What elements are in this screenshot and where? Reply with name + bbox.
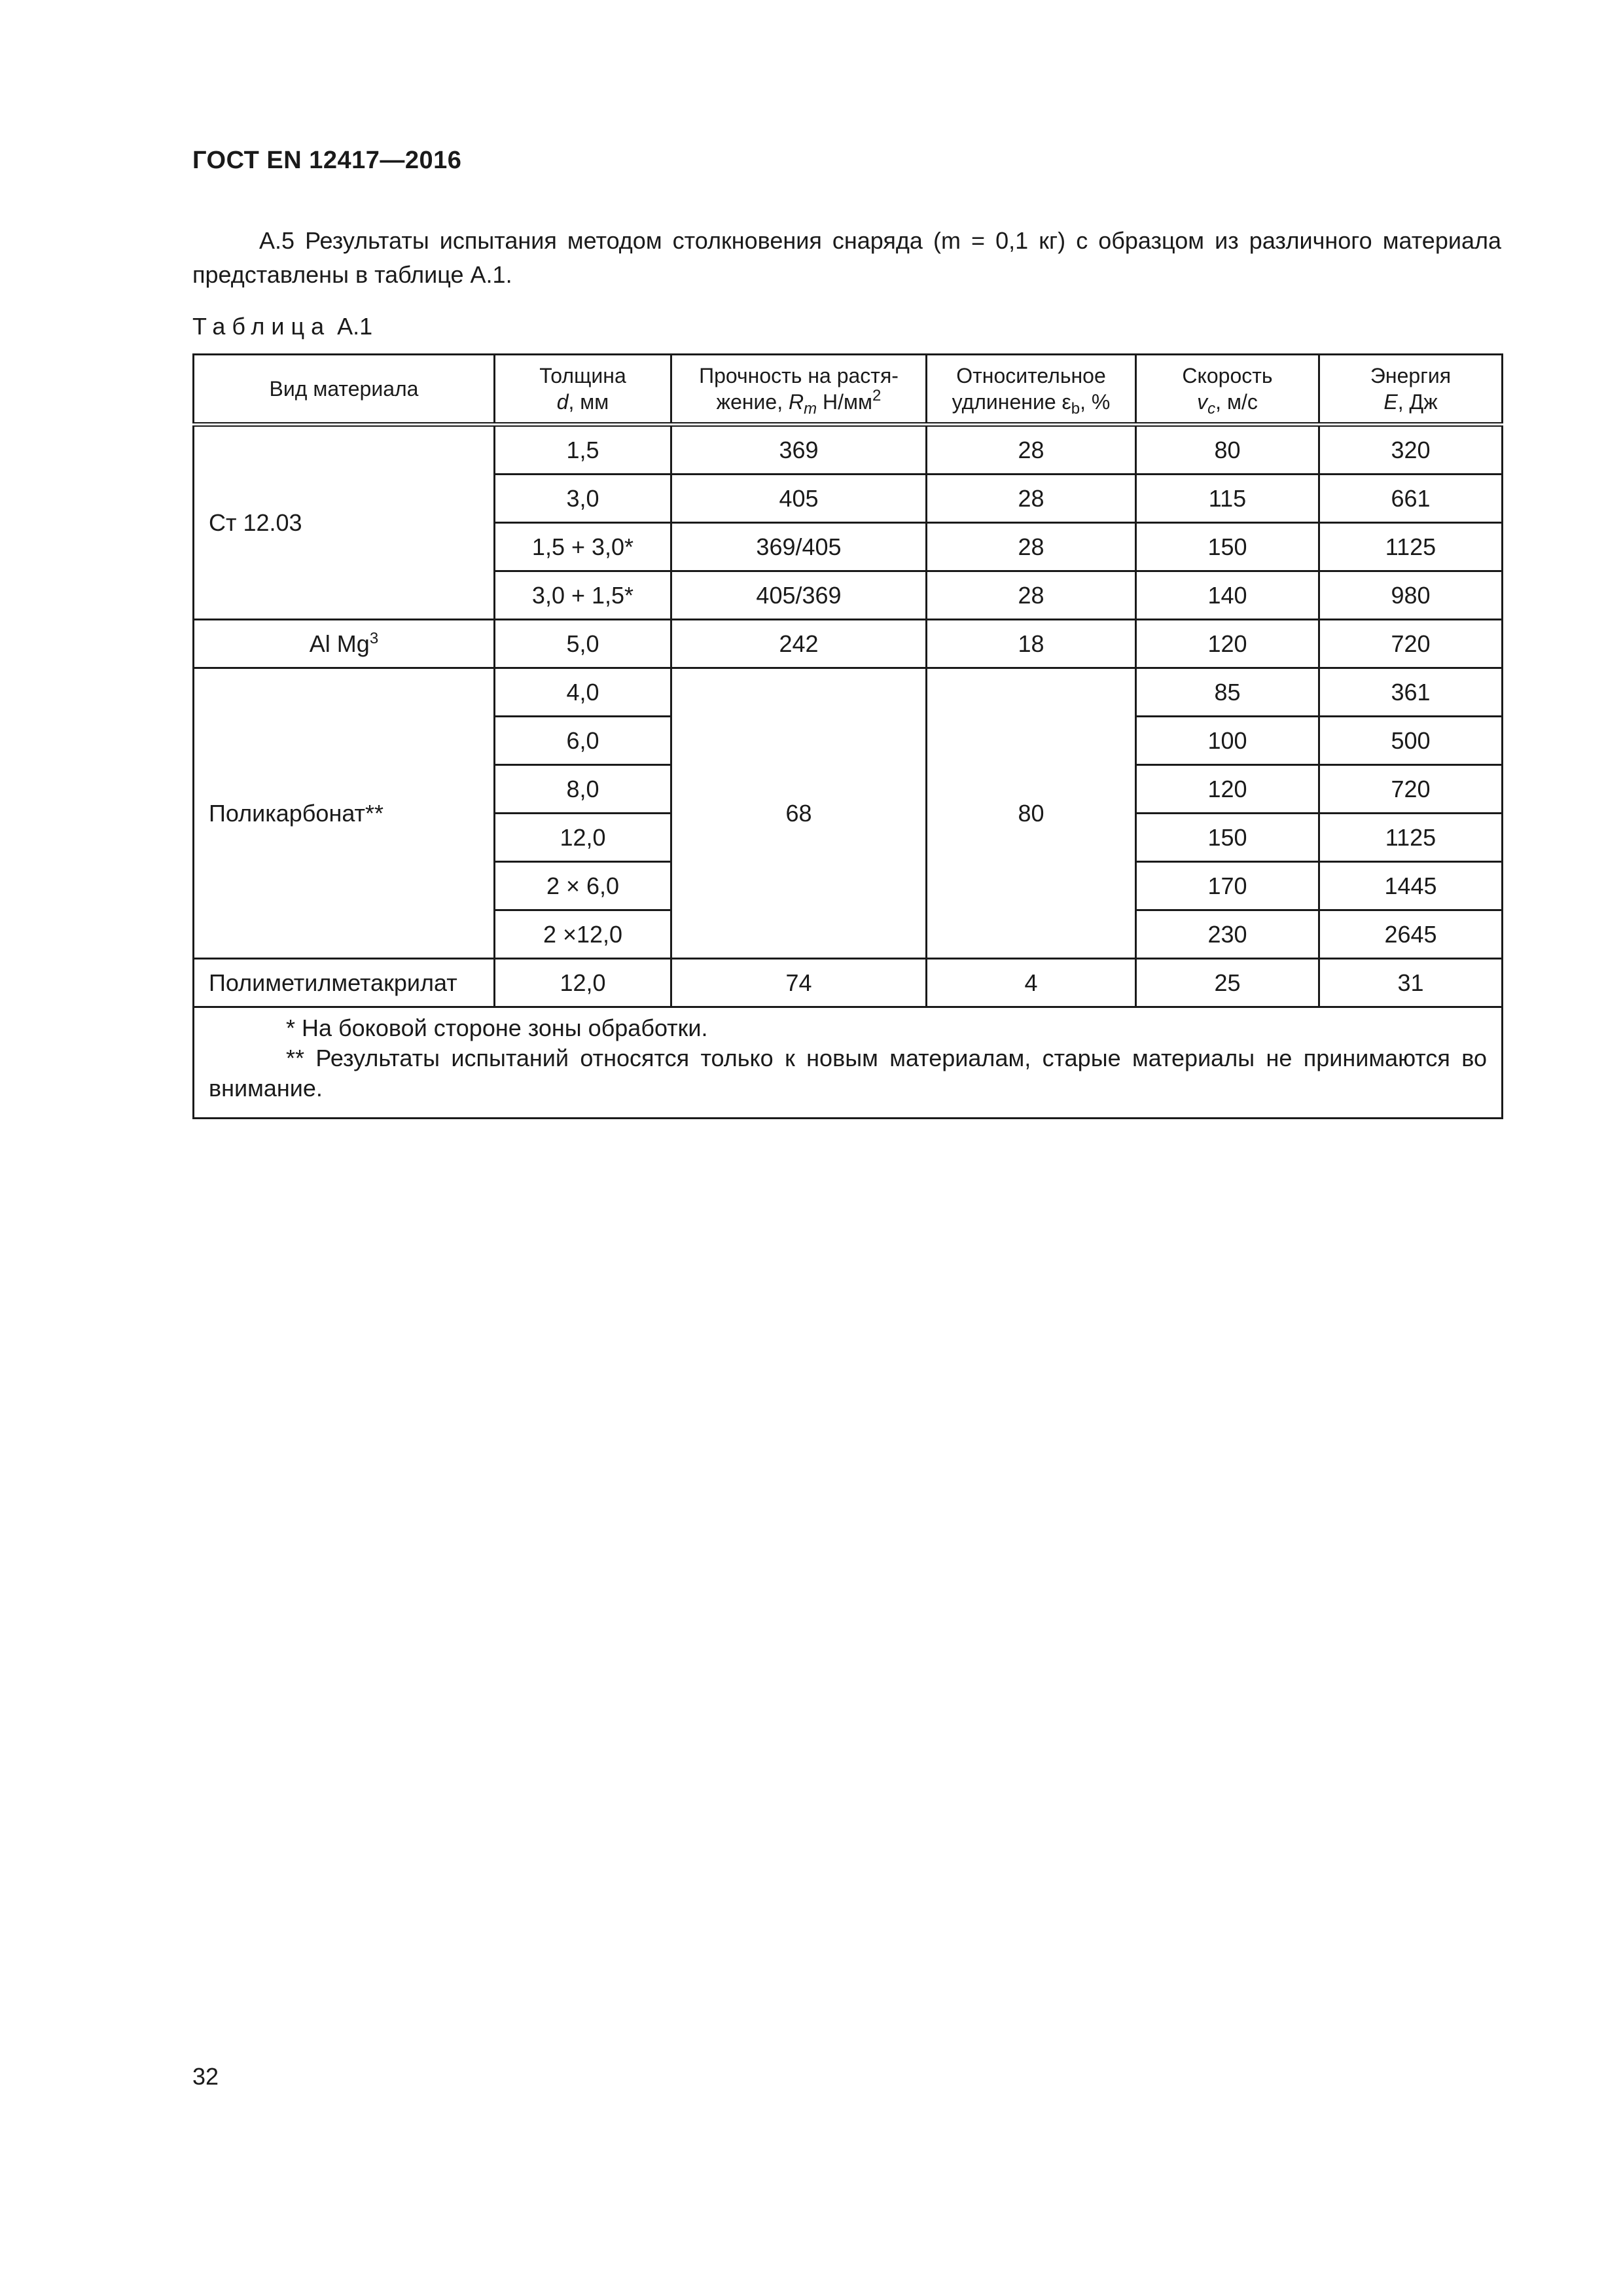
table-notes-row [194, 1007, 1503, 1119]
material-cell: Ст 12.03 [194, 425, 495, 620]
thickness-cell: 12,0 [495, 814, 671, 862]
energy-cell: 1125 [1319, 523, 1503, 571]
header-thickness: Толщина d, мм [495, 355, 671, 425]
speed-cell: 170 [1136, 862, 1319, 910]
speed-cell: 115 [1136, 475, 1319, 523]
material-cell: Al Mg$^3$ [194, 620, 495, 668]
header-speed: Скорость $v_c$, м/с [1136, 355, 1319, 425]
thickness-cell: 1,5 [495, 425, 671, 475]
thickness-cell: 4,0 [495, 668, 671, 717]
footnote-2: ** Результаты испытаний относятся только к новым материалам, старые материалы не принимаются во внимание. [209, 1045, 1487, 1102]
speed-cell: 100 [1136, 717, 1319, 765]
table-header-row [194, 355, 1503, 425]
energy-cell: 500 [1319, 717, 1503, 765]
energy-cell: 320 [1319, 425, 1503, 475]
energy-cell: 720 [1319, 620, 1503, 668]
speed-cell: 150 [1136, 814, 1319, 862]
table-row [194, 959, 1503, 1007]
header-energy: Энергия E, Дж [1319, 355, 1503, 425]
elongation-cell: 28 [927, 571, 1136, 620]
thickness-cell: 1,5 + 3,0* [495, 523, 671, 571]
header-strength: Прочность на растя- жение, $R_m$ $Н/мм^2$ [671, 355, 927, 425]
strength-cell: 369 [671, 425, 927, 475]
strength-cell: 242 [671, 620, 927, 668]
strength-cell: 74 [671, 959, 927, 1007]
table-caption-number: А.1 [337, 313, 373, 340]
elongation-cell: 18 [927, 620, 1136, 668]
thickness-cell: 8,0 [495, 765, 671, 814]
material-cell: Полиметилметакрилат [194, 959, 495, 1007]
header-elongation: Относительное удлинение $\varepsilon_b$, % [927, 355, 1136, 425]
table-caption [192, 313, 372, 340]
results-table [192, 353, 1503, 1119]
thickness-cell: 5,0 [495, 620, 671, 668]
thickness-cell: 3,0 + 1,5* [495, 571, 671, 620]
elongation-cell: 28 [927, 523, 1136, 571]
intro-paragraph [192, 224, 1501, 292]
speed-cell: 120 [1136, 620, 1319, 668]
speed-cell: 230 [1136, 910, 1319, 959]
table-row [194, 668, 1503, 717]
table-row [194, 425, 1503, 475]
page-number: 32 [192, 2063, 219, 2090]
elongation-cell: 80 [927, 668, 1136, 959]
energy-cell: 661 [1319, 475, 1503, 523]
energy-cell: 1125 [1319, 814, 1503, 862]
strength-cell: 405 [671, 475, 927, 523]
energy-cell: 980 [1319, 571, 1503, 620]
thickness-cell: 3,0 [495, 475, 671, 523]
energy-cell: 2645 [1319, 910, 1503, 959]
energy-cell: 1445 [1319, 862, 1503, 910]
elongation-cell: 4 [927, 959, 1136, 1007]
speed-cell: 25 [1136, 959, 1319, 1007]
thickness-cell: 6,0 [495, 717, 671, 765]
strength-cell: 405/369 [671, 571, 927, 620]
energy-cell: 31 [1319, 959, 1503, 1007]
energy-cell: 361 [1319, 668, 1503, 717]
speed-cell: 85 [1136, 668, 1319, 717]
speed-cell: 120 [1136, 765, 1319, 814]
speed-cell: 80 [1136, 425, 1319, 475]
energy-cell: 720 [1319, 765, 1503, 814]
material-cell: Поликарбонат** [194, 668, 495, 959]
elongation-cell: 28 [927, 425, 1136, 475]
strength-cell: 68 [671, 668, 927, 959]
thickness-cell: 12,0 [495, 959, 671, 1007]
document-header: ГОСТ EN 12417—2016 [192, 147, 462, 174]
thickness-cell: 2 × 6,0 [495, 862, 671, 910]
speed-cell: 150 [1136, 523, 1319, 571]
table-notes [194, 1007, 1503, 1119]
intro-paragraph-text: А.5 Результаты испытания методом столкновения снаряда (m = 0,1 кг) с образцом из различного материала представлены в таблице А.1. [192, 227, 1501, 288]
elongation-cell: 28 [927, 475, 1136, 523]
table-caption-label: Таблица [192, 313, 331, 340]
footnote-1: * На боковой стороне зоны обработки. [286, 1014, 708, 1041]
table-row [194, 620, 1503, 668]
speed-cell: 140 [1136, 571, 1319, 620]
strength-cell: 369/405 [671, 523, 927, 571]
thickness-cell: 2 ×12,0 [495, 910, 671, 959]
header-material: Вид материала [194, 355, 495, 425]
